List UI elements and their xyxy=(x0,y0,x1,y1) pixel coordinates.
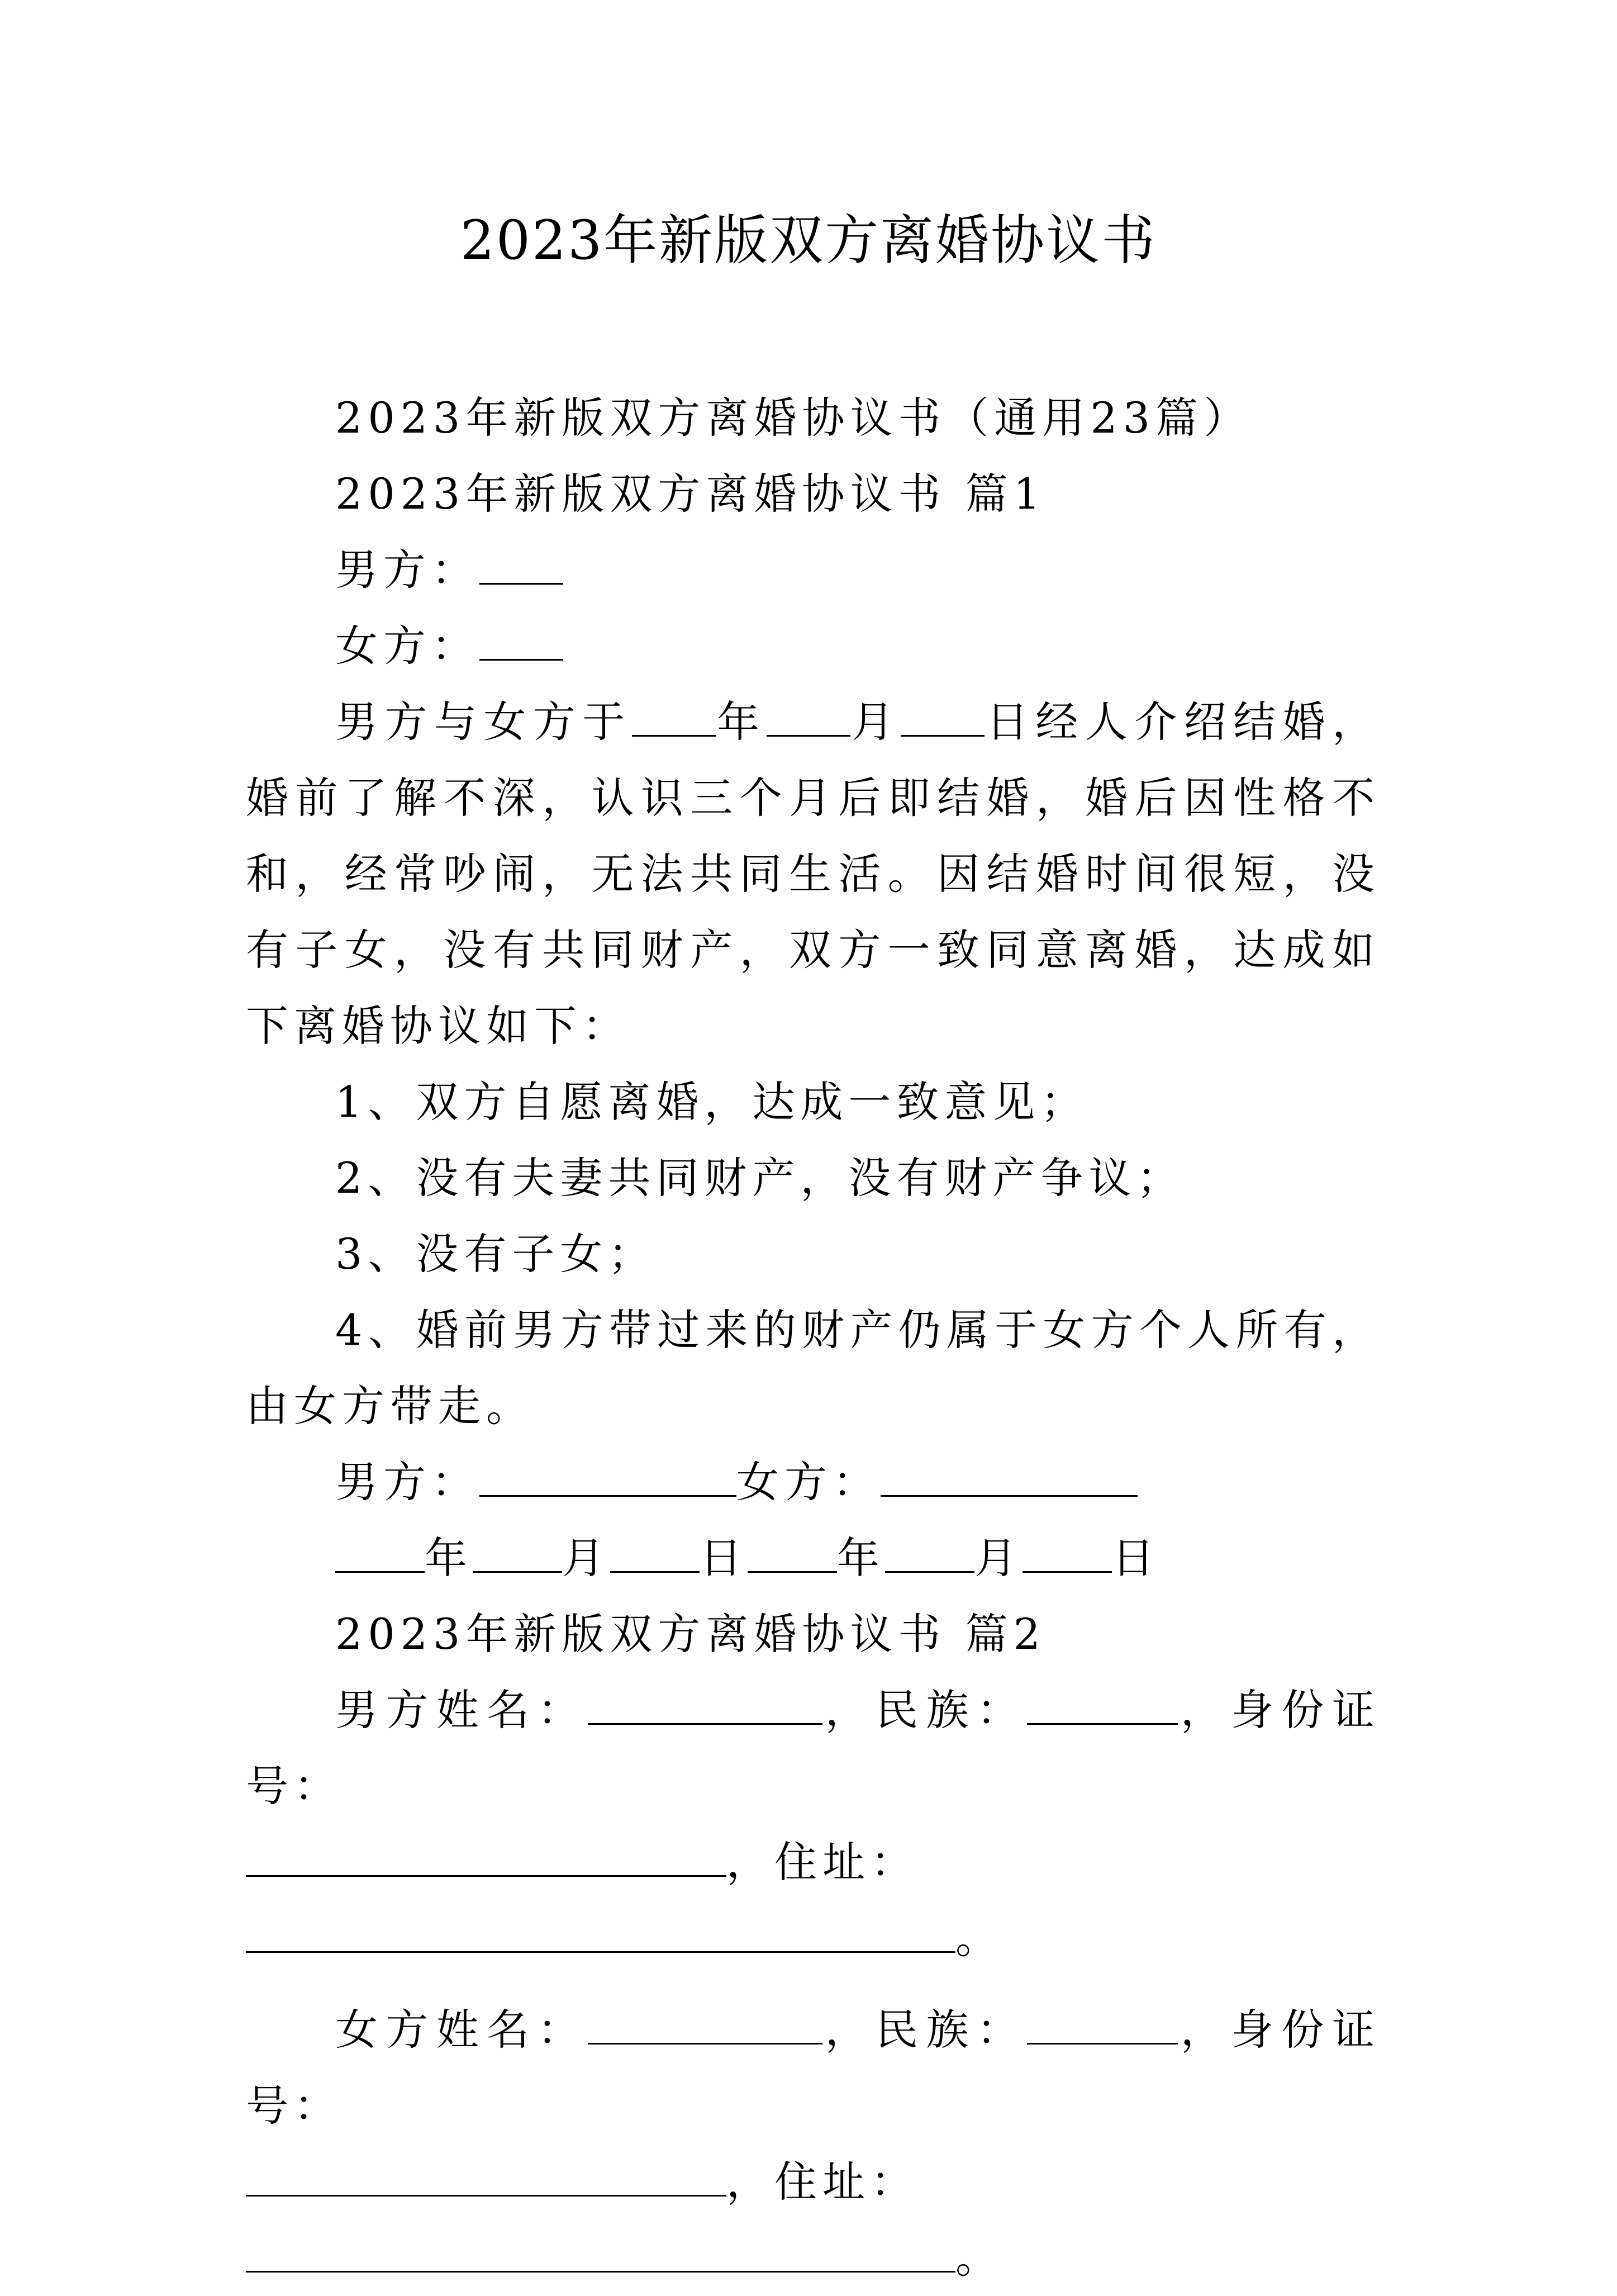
date-blank xyxy=(1022,1524,1112,1573)
agreement-item: 4、婚前男方带过来的财产仍属于女方个人所有，由女方带走。 xyxy=(246,1305,1380,1431)
female-name-blank xyxy=(479,612,563,661)
sign-male-blank xyxy=(479,1448,736,1497)
female-id-field xyxy=(246,2148,726,2197)
date-year-label: 年 xyxy=(837,1533,885,1583)
section1-heading: 2023年新版双方离婚协议书 篇1 xyxy=(335,469,1046,519)
male-id-field xyxy=(246,1828,726,1877)
female-name-field xyxy=(588,1996,822,2044)
date-blank xyxy=(473,1524,562,1573)
sign-female-blank xyxy=(881,1448,1138,1497)
address-char: 住 xyxy=(774,2157,822,2207)
male-name-label: 男方姓名： xyxy=(335,1685,588,1735)
female-address-field xyxy=(246,2224,955,2273)
date-blank xyxy=(748,1524,837,1573)
intro-part-0: 男方与女方于 xyxy=(335,697,632,747)
male-info-block xyxy=(246,1672,1380,1976)
intro-part-1: 年 xyxy=(715,697,767,747)
male-line xyxy=(246,532,1380,608)
male-label: 男方： xyxy=(335,545,479,595)
marriage-month-blank xyxy=(767,688,850,737)
comma: ， xyxy=(726,2157,774,2207)
female-address-row xyxy=(246,2144,1380,2220)
female-name-label: 女方姓名： xyxy=(335,2005,588,2055)
agreement-item: 3、没有子女； xyxy=(335,1229,657,1279)
address-char: 址 xyxy=(822,1837,871,1887)
date-month-label: 月 xyxy=(562,1533,610,1583)
male-address-field-row xyxy=(246,1900,1380,1976)
female-info-line xyxy=(246,1992,1380,2144)
ethnicity-label: ，民族： xyxy=(822,2005,1028,2055)
marriage-year-blank xyxy=(632,688,716,737)
date-day-label: 日 xyxy=(1112,1533,1160,1583)
subtitle: 2023年新版双方离婚协议书（通用23篇） xyxy=(335,393,1252,443)
marriage-day-blank xyxy=(901,688,985,737)
date-blank xyxy=(335,1524,425,1573)
male-address-field xyxy=(246,1904,955,1953)
address-char: 住 xyxy=(774,1837,822,1887)
female-info-block xyxy=(246,1992,1380,2296)
intro-part-2: 月 xyxy=(850,697,901,747)
date-month-label: 月 xyxy=(974,1533,1022,1583)
date-blank xyxy=(610,1524,700,1573)
document-body xyxy=(246,380,1380,2296)
agreement-item: 1、双方自愿离婚，达成一致意见； xyxy=(335,1077,1089,1127)
male-ethnicity-field xyxy=(1027,1676,1178,1725)
id-label: ，身份证号： xyxy=(246,2005,1381,2131)
section2-heading: 2023年新版双方离婚协议书 篇2 xyxy=(335,1609,1046,1659)
period: 。 xyxy=(955,1913,1004,1963)
address-char: 址 xyxy=(822,2157,871,2207)
sign-male-label: 男方： xyxy=(335,1457,479,1507)
intro-part-3: 日经人介绍结婚，婚前了解不深，认识三个月后即结婚，婚后因性格不和，经常吵闹，无法共同生活。因结婚时间很短，没有子女，没有共同财产，双方一致同意离婚，达成如下离婚协议如下： xyxy=(246,697,1381,1051)
female-address-field-row xyxy=(246,2220,1380,2296)
address-char: ： xyxy=(871,2157,919,2207)
female-ethnicity-field xyxy=(1027,1996,1178,2044)
female-label: 女方： xyxy=(335,621,479,671)
male-name-field xyxy=(588,1676,822,1725)
sign-female-label: 女方： xyxy=(736,1457,881,1507)
address-char: ： xyxy=(871,1837,919,1887)
id-label: ，身份证号： xyxy=(246,1685,1381,1811)
comma: ， xyxy=(726,1837,774,1887)
male-info-line xyxy=(246,1672,1380,1824)
document-title: 2023年新版双方离婚协议书 xyxy=(460,209,1157,272)
male-address-row xyxy=(246,1824,1380,1900)
male-name-blank xyxy=(479,536,563,585)
period: 。 xyxy=(955,2233,1004,2283)
date-day-label: 日 xyxy=(700,1533,748,1583)
date-year-label: 年 xyxy=(425,1533,473,1583)
date-line xyxy=(246,1520,1380,1596)
signature-line xyxy=(246,1444,1380,1520)
intro-paragraph xyxy=(246,684,1380,1064)
female-line xyxy=(246,608,1380,684)
agreement-item: 2、没有夫妻共同财产，没有财产争议； xyxy=(335,1153,1185,1203)
date-blank xyxy=(885,1524,974,1573)
ethnicity-label: ，民族： xyxy=(822,1685,1028,1735)
